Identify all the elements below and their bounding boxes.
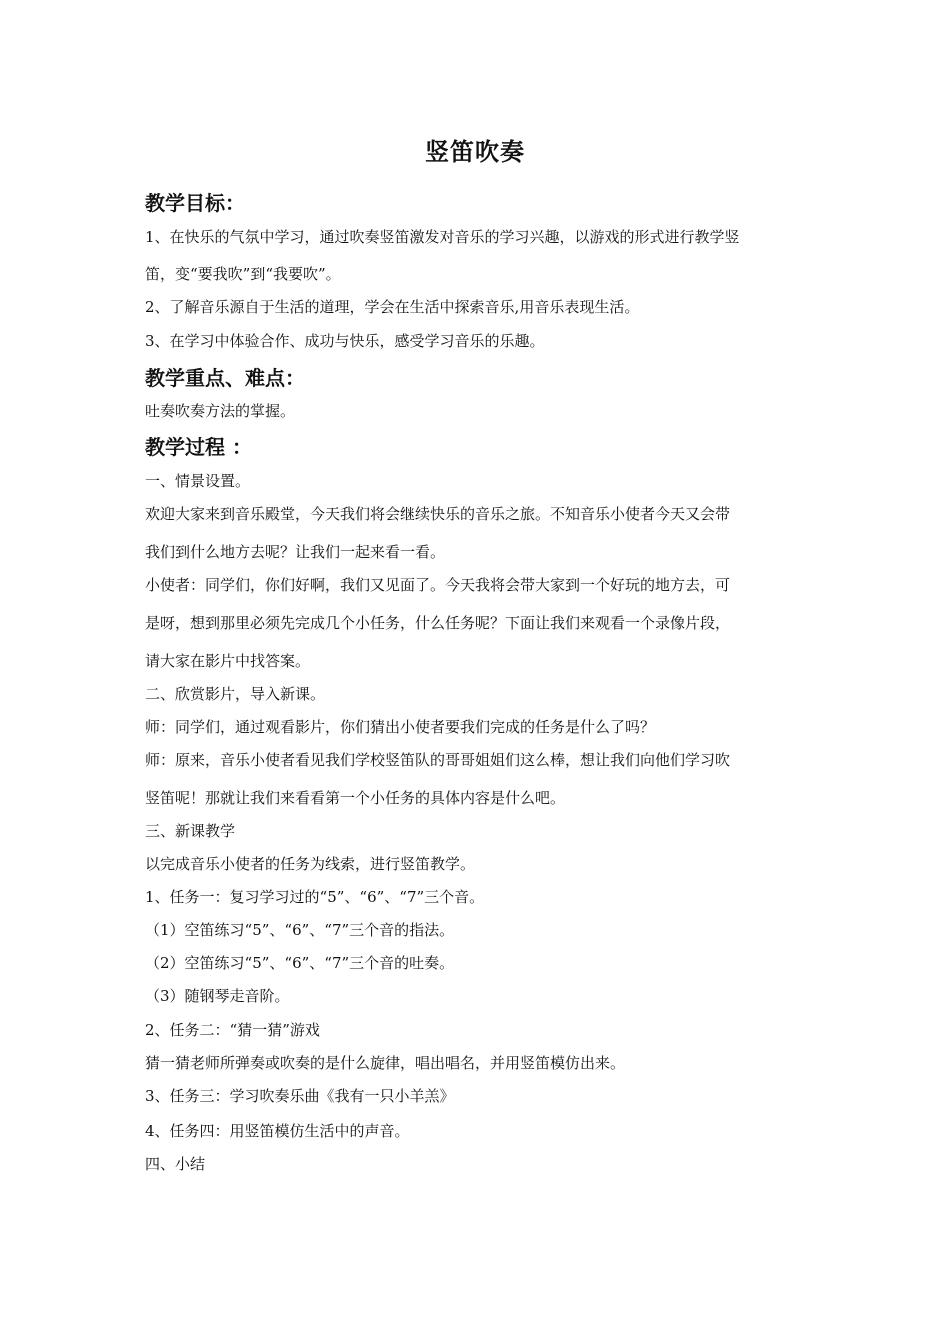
process-line: 请大家在影片中找答案。 [145, 652, 311, 670]
process-line: 小使者：同学们，你们好啊，我们又见面了。今天我将会带大家到一个好玩的地方去，可 [145, 576, 731, 594]
process-line: 师：原来，音乐小使者看见我们学校竖笛队的哥哥姐姐们这么棒，想让我们向他们学习吹 [145, 751, 731, 769]
process-line: 一、情景设置。 [145, 472, 251, 490]
process-line: （3）随钢琴走音阶。 [145, 987, 290, 1005]
process-line: 4、任务四：用竖笛模仿生活中的声音。 [145, 1122, 410, 1140]
process-line: 二、欣赏影片，导入新课。 [145, 685, 326, 703]
objectives-line: 1、在快乐的气氛中学习，通过吹奏竖笛激发对音乐的学习兴趣，以游戏的形式进行教学竖 [145, 228, 740, 246]
process-line: 是呀，想到那里必须先完成几个小任务，什么任务呢？下面让我们来观看一个录像片段， [145, 614, 731, 632]
process-line: 竖笛呢！那就让我们来看看第一个小任务的具体内容是什么吧。 [145, 789, 566, 807]
process-line: 3、任务三：学习吹奏乐曲《我有一只小羊羔》 [145, 1087, 455, 1105]
process-line: 师：同学们，通过观看影片，你们猜出小使者要我们完成的任务是什么了吗？ [145, 718, 656, 736]
process-heading: 教学过程 ： [145, 435, 252, 459]
process-line: （1）空笛练习“5”、“6”、“7”三个音的指法。 [145, 921, 455, 939]
objectives-line: 3、在学习中体验合作、成功与快乐，感受学习音乐的乐趣。 [145, 332, 545, 350]
process-line: 欢迎大家来到音乐殿堂，今天我们将会继续快乐的音乐之旅。不知音乐小使者今天又会带 [145, 505, 731, 523]
process-line: 以完成音乐小使者的任务为线索，进行竖笛教学。 [145, 855, 476, 873]
key-points-heading: 教学重点、难点： [145, 366, 305, 390]
process-line: 我们到什么地方去呢？让我们一起来看一看。 [145, 543, 446, 561]
process-line: 四、小结 [145, 1155, 206, 1173]
objectives-line: 2、了解音乐源自于生活的道理，学会在生活中探索音乐,用音乐表现生活。 [145, 298, 640, 316]
document-title: 竖笛吹奏 [425, 137, 525, 166]
process-line: 1、任务一：复习学习过的“5”、“6”、“7”三个音。 [145, 888, 485, 906]
process-line: 2、任务二：“猜一猜”游戏 [145, 1021, 320, 1039]
objectives-line: 笛，变“要我吹”到“我要吹”。 [145, 265, 341, 283]
process-line: （2）空笛练习“5”、“6”、“7”三个音的吐奏。 [145, 954, 455, 972]
key-points-line: 吐奏吹奏方法的掌握。 [145, 402, 296, 420]
objectives-heading: 教学目标： [145, 191, 245, 215]
process-line: 三、新课教学 [145, 822, 236, 840]
process-line: 猜一猜老师所弹奏或吹奏的是什么旋律，唱出唱名，并用竖笛模仿出来。 [145, 1054, 626, 1072]
